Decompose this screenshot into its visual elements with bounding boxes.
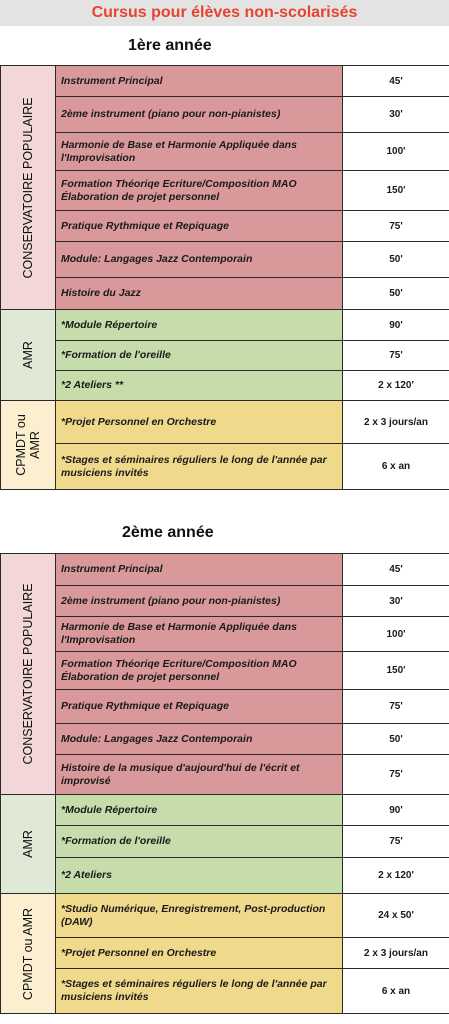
course-hours: 24 x 50' bbox=[343, 894, 449, 938]
course-subject: 2ème instrument (piano pour non-pianistes) bbox=[56, 586, 343, 617]
course-subject: *Module Répertoire bbox=[56, 310, 343, 341]
course-subject: Histoire de la musique d'aujourd'hui de l'écrit et improvisé bbox=[56, 755, 343, 795]
table-row bbox=[1, 211, 449, 242]
course-subject: Pratique Rythmique et Repiquage bbox=[56, 690, 343, 724]
table-row bbox=[1, 341, 449, 371]
course-hours: 50' bbox=[343, 278, 449, 310]
table-row bbox=[1, 171, 449, 211]
course-hours: 30' bbox=[343, 586, 449, 617]
table-row bbox=[1, 242, 449, 278]
course-subject: *Projet Personnel en Orchestre bbox=[56, 401, 343, 444]
group-label-cpmdt: CPMDT ou AMR bbox=[1, 894, 56, 1014]
course-hours: 75' bbox=[343, 211, 449, 242]
course-hours: 75' bbox=[343, 755, 449, 795]
course-hours: 50' bbox=[343, 724, 449, 755]
table-row bbox=[1, 894, 449, 938]
group-label-cpmdt: CPMDT ou AMR bbox=[1, 401, 56, 490]
page-title: Cursus pour élèves non-scolarisés bbox=[91, 4, 358, 21]
table-row bbox=[1, 858, 449, 894]
table-row bbox=[1, 97, 449, 133]
course-subject: *Studio Numérique, Enregistrement, Post-production (DAW) bbox=[56, 894, 343, 938]
table-row bbox=[1, 826, 449, 858]
table-row bbox=[1, 444, 449, 490]
group-label-conservatoire: CONSERVATOIRE POPULAIRE bbox=[1, 554, 56, 795]
course-hours: 100' bbox=[343, 617, 449, 652]
course-hours: 50' bbox=[343, 242, 449, 278]
page-header bbox=[0, 0, 449, 26]
course-hours: 2 x 120' bbox=[343, 858, 449, 894]
table-row bbox=[1, 724, 449, 755]
table-row bbox=[1, 310, 449, 341]
course-subject: Formation Théoriqe Ecriture/Composition MAO Élaboration de projet personnel bbox=[56, 171, 343, 211]
course-subject: Instrument Principal bbox=[56, 554, 343, 586]
course-hours: 75' bbox=[343, 341, 449, 371]
course-subject: Instrument Principal bbox=[56, 66, 343, 97]
table-row bbox=[1, 795, 449, 826]
table-row bbox=[1, 586, 449, 617]
course-hours: 2 x 3 jours/an bbox=[343, 401, 449, 444]
table-row bbox=[1, 690, 449, 724]
table-row bbox=[1, 755, 449, 795]
course-subject: Harmonie de Base et Harmonie Appliquée dans l'Improvisation bbox=[56, 133, 343, 171]
course-subject: Harmonie de Base et Harmonie Appliquée dans l'Improvisation bbox=[56, 617, 343, 652]
course-hours: 150' bbox=[343, 171, 449, 211]
course-hours: 30' bbox=[343, 97, 449, 133]
table-row bbox=[1, 133, 449, 171]
table-row bbox=[1, 401, 449, 444]
course-subject: *2 Ateliers bbox=[56, 858, 343, 894]
course-subject: *Formation de l'oreille bbox=[56, 826, 343, 858]
course-subject: Module: Langages Jazz Contemporain bbox=[56, 724, 343, 755]
course-hours: 90' bbox=[343, 310, 449, 341]
course-hours: 75' bbox=[343, 826, 449, 858]
course-hours: 2 x 3 jours/an bbox=[343, 938, 449, 969]
course-hours: 75' bbox=[343, 690, 449, 724]
course-subject: Module: Langages Jazz Contemporain bbox=[56, 242, 343, 278]
group-label-amr: AMR bbox=[1, 310, 56, 401]
year-1-table bbox=[0, 65, 449, 490]
course-hours: 45' bbox=[343, 66, 449, 97]
course-subject: *Module Répertoire bbox=[56, 795, 343, 826]
group-label-amr: AMR bbox=[1, 795, 56, 894]
course-subject: Pratique Rythmique et Repiquage bbox=[56, 211, 343, 242]
table-row bbox=[1, 617, 449, 652]
year-2-table bbox=[0, 553, 449, 1014]
course-hours: 45' bbox=[343, 554, 449, 586]
course-subject: 2ème instrument (piano pour non-pianistes) bbox=[56, 97, 343, 133]
table-row bbox=[1, 969, 449, 1014]
table-row bbox=[1, 554, 449, 586]
course-hours: 6 x an bbox=[343, 444, 449, 490]
course-hours: 150' bbox=[343, 652, 449, 690]
course-subject: *2 Ateliers ** bbox=[56, 371, 343, 401]
table-row bbox=[1, 652, 449, 690]
table-row bbox=[1, 938, 449, 969]
table-row bbox=[1, 371, 449, 401]
table-row bbox=[1, 66, 449, 97]
course-subject: Formation Théoriqe Ecriture/Composition MAO Élaboration de projet personnel bbox=[56, 652, 343, 690]
course-hours: 100' bbox=[343, 133, 449, 171]
course-subject: *Projet Personnel en Orchestre bbox=[56, 938, 343, 969]
course-hours: 6 x an bbox=[343, 969, 449, 1014]
course-subject: *Stages et séminaires réguliers le long de l'année par musiciens invités bbox=[56, 969, 343, 1014]
group-label-conservatoire: CONSERVATOIRE POPULAIRE bbox=[1, 66, 56, 310]
course-subject: *Stages et séminaires réguliers le long de l'année par musiciens invités bbox=[56, 444, 343, 490]
table-row bbox=[1, 278, 449, 310]
course-subject: *Formation de l'oreille bbox=[56, 341, 343, 371]
course-hours: 90' bbox=[343, 795, 449, 826]
course-subject: Histoire du Jazz bbox=[56, 278, 343, 310]
course-hours: 2 x 120' bbox=[343, 371, 449, 401]
